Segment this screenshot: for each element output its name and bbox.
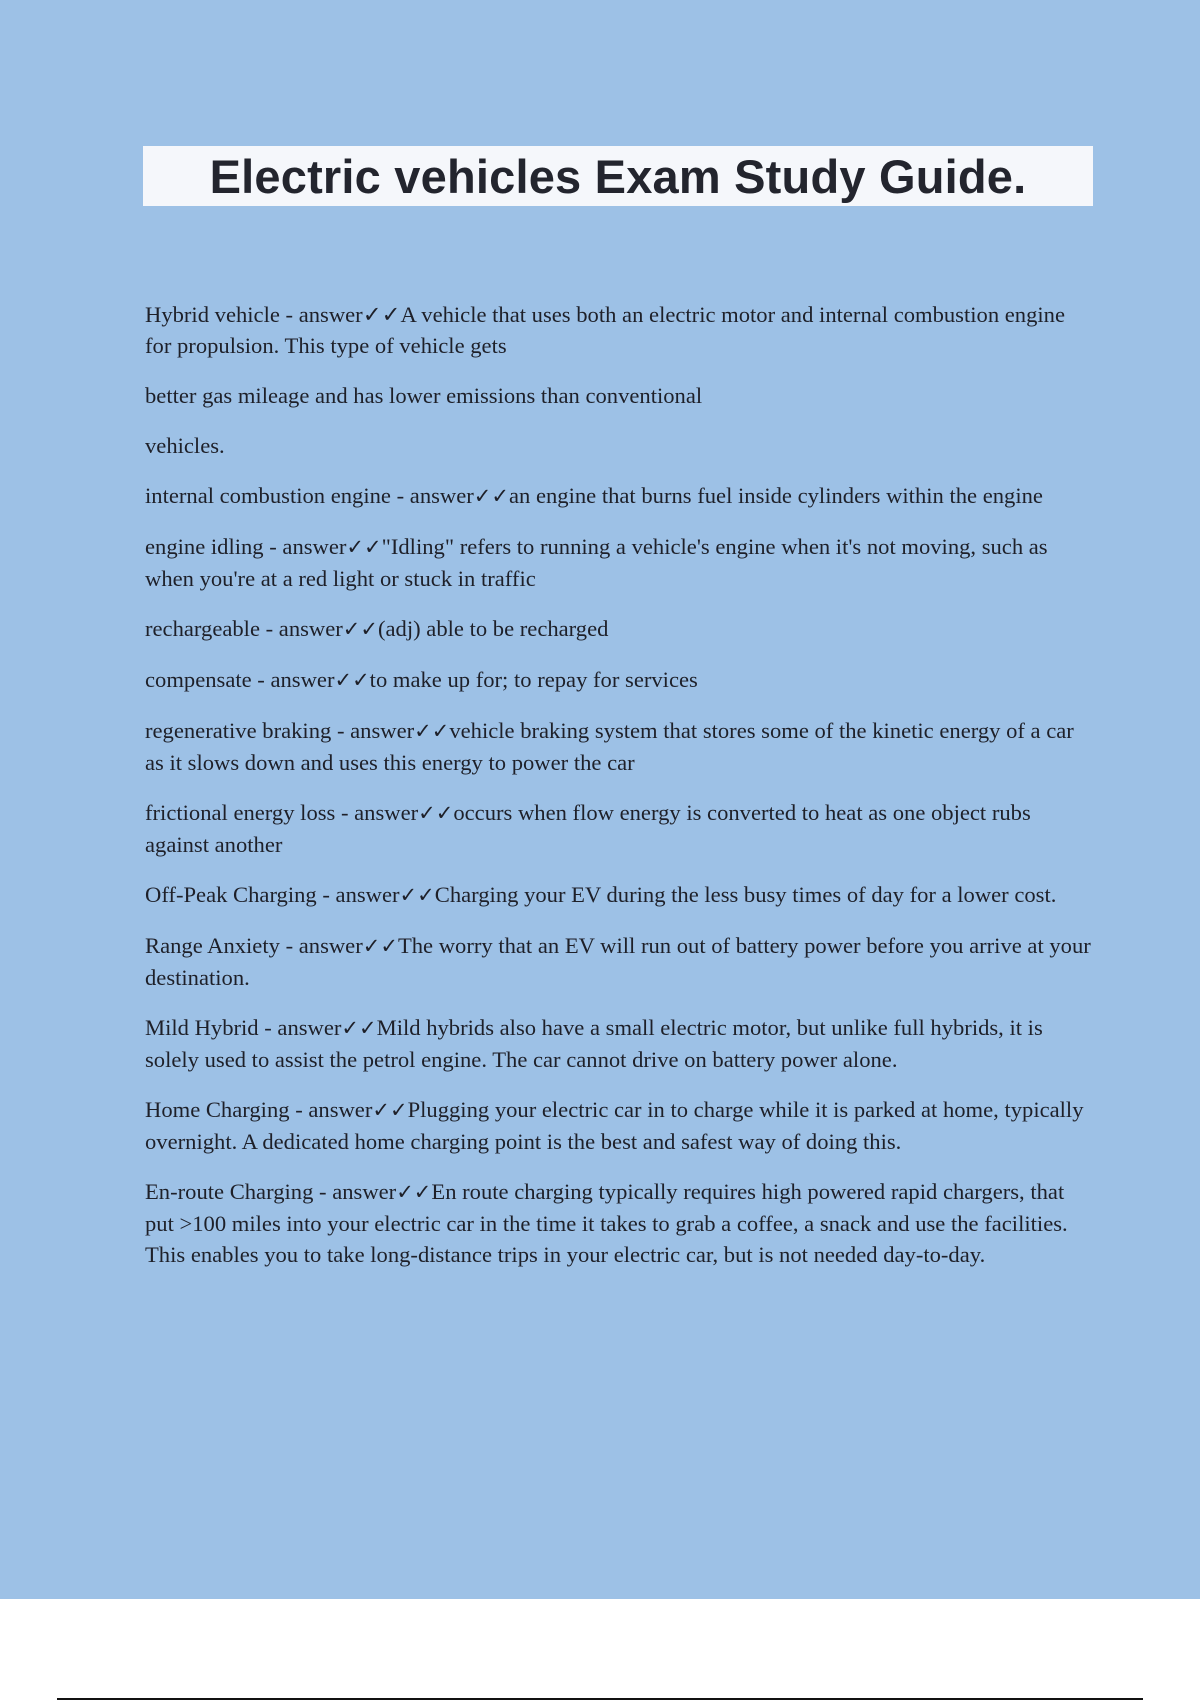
entry-term: engine idling xyxy=(145,534,264,559)
entry-term: Mild Hybrid xyxy=(145,1015,259,1040)
entry-term: En-route Charging xyxy=(145,1179,314,1204)
entry-separator: - answer xyxy=(258,1015,342,1040)
entry-definition: Plugging your electric car in to charge while it is parked at home, typically overnight. A dedicated home charging point is the best and safest way of doing this. xyxy=(145,1097,1084,1154)
study-guide-content xyxy=(145,299,1093,1289)
entry-list xyxy=(145,480,1093,1270)
check-mark-icon: ✓✓ xyxy=(362,934,398,958)
check-mark-icon: ✓✓ xyxy=(346,535,382,559)
entry-definition: En route charging typically requires high powered rapid chargers, that put >100 miles into your electric car in the time it takes to grab a coffee, a snack and use the facilities. This enables you to take long-distance trips in your electric car, but is not needed day-to-day. xyxy=(145,1179,1068,1267)
entry-definition: occurs when flow energy is converted to heat as one object rubs against another xyxy=(145,800,1031,857)
title-banner xyxy=(143,146,1093,206)
entry-definition: (adj) able to be recharged xyxy=(378,616,609,641)
check-mark-icon: ✓✓ xyxy=(396,1180,432,1204)
entry-term: compensate xyxy=(145,667,252,692)
check-mark-icon: ✓✓ xyxy=(342,617,378,641)
entry-definition: an engine that burns fuel inside cylinders within the engine xyxy=(508,483,1043,508)
check-mark-icon: ✓✓ xyxy=(334,668,370,692)
entry-definition: vehicle braking system that stores some of the kinetic energy of a car as it slows down and uses this energy to power the car xyxy=(145,718,1074,775)
entry-separator: - answer xyxy=(316,882,400,907)
entry-term: Home Charging xyxy=(145,1097,290,1122)
intro-line: Hybrid vehicle - answer✓✓A vehicle that uses both an electric motor and internal combustion engine for propulsion. This type of vehicle gets xyxy=(145,302,1065,358)
entry-separator: - answer xyxy=(289,1097,373,1122)
check-mark-icon: ✓✓ xyxy=(399,883,435,907)
entry-item xyxy=(145,480,1093,512)
check-mark-icon: ✓✓ xyxy=(418,801,454,825)
entry-item xyxy=(145,1012,1093,1075)
check-mark-icon: ✓✓ xyxy=(473,484,509,508)
entry-definition: The worry that an EV will run out of battery power before you arrive at your destination. xyxy=(145,933,1091,990)
intro-line: vehicles. xyxy=(145,433,225,458)
entry-item xyxy=(145,930,1093,993)
entry-item xyxy=(145,1094,1093,1157)
entry-separator: - answer xyxy=(259,616,343,641)
entry-item xyxy=(145,613,1093,645)
entry-term: regenerative braking xyxy=(145,718,332,743)
entry-definition: "Idling" refers to running a vehicle's engine when it's not moving, such as when you're at a red light or stuck in traffic xyxy=(145,534,1048,591)
entry-item xyxy=(145,531,1093,594)
entry-item xyxy=(145,797,1093,860)
entry-term: Off-Peak Charging xyxy=(145,882,317,907)
entry-separator: - answer xyxy=(263,534,347,559)
entry-separator: - answer xyxy=(313,1179,397,1204)
entry-term: frictional energy loss xyxy=(145,800,336,825)
check-mark-icon: ✓✓ xyxy=(372,1098,408,1122)
entry-definition: to make up for; to repay for services xyxy=(369,667,698,692)
entry-separator: - answer xyxy=(390,483,474,508)
entry-separator: - answer xyxy=(331,718,415,743)
entry-separator: - answer xyxy=(251,667,335,692)
check-mark-icon: ✓✓ xyxy=(414,719,450,743)
entry-separator: - answer xyxy=(279,933,363,958)
entry-term: Range Anxiety xyxy=(145,933,280,958)
entry-term: rechargeable xyxy=(145,616,260,641)
check-mark-icon: ✓✓ xyxy=(341,1016,377,1040)
document-title: Electric vehicles Exam Study Guide. xyxy=(209,149,1027,203)
entry-definition: Charging your EV during the less busy times of day for a lower cost. xyxy=(434,882,1057,907)
entry-definition: Mild hybrids also have a small electric motor, but unlike full hybrids, it is solely used to assist the petrol engine. The car cannot drive on battery power alone. xyxy=(145,1015,1043,1072)
entry-term: internal combustion engine xyxy=(145,483,391,508)
entry-separator: - answer xyxy=(335,800,419,825)
entry-item xyxy=(145,664,1093,696)
entry-item xyxy=(145,879,1093,911)
entry-item xyxy=(145,1176,1093,1270)
entry-item xyxy=(145,715,1093,778)
intro-line: better gas mileage and has lower emissions than conventional xyxy=(145,383,703,408)
